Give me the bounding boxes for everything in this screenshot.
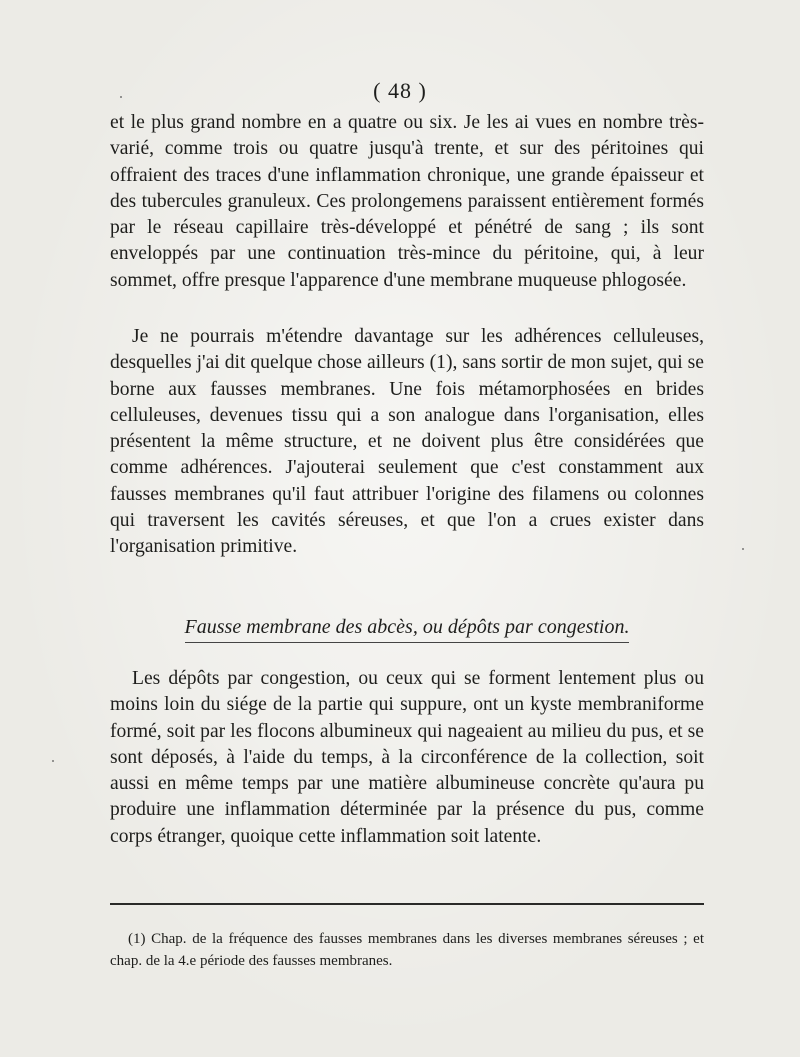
footnote: (1) Chap. de la fréquence des fausses membranes dans les diverses membranes séreuses ; et chap. de la 4.e période des fausses membranes.	[110, 931, 704, 969]
body-text-top	[110, 110, 704, 294]
page-number: ( 48 )	[373, 78, 427, 103]
body-text-section	[110, 666, 704, 850]
paragraph-adherences: Je ne pourrais m'étendre davantage sur les adhérences celluleuses, desquelles j'ai dit quelque chose ailleurs (1), sans sortir de mon sujet, qui se borne aux fausses membranes. Une fois métamorphosées en brides celluleuses, devenues tissu qui a son analogue dans l'organisation, elles présentent la même structure, et ne doivent plus être considérées que comme adhérences. J'ajouterai seulement que c'est constamment aux fausses membranes qu'il faut attribuer l'origine des filamens ou colonnes qui traversent les cavités séreuses, et que l'on a crues exister dans l'organisation primitive.	[110, 326, 704, 558]
paragraph-depots: Les dépôts par congestion, ou ceux qui se forment lentement plus ou moins loin du siége de la partie qui suppure, ont un kyste membraniforme formé, soit par les flocons albumineux qui nageaient au milieu du pus, et se sont déposés, à l'aide du temps, à la circonférence de la collection, soit aussi en même temps par une matière albumineuse concrète qu'aura pu produire une inflammation déterminée par la présence du pus, comme corps étranger, quoique cette inflammation soit latente.	[110, 668, 704, 847]
footnote-divider	[110, 903, 704, 905]
section-heading	[110, 614, 704, 643]
paper-speck	[52, 760, 54, 762]
body-text-adherences	[110, 324, 704, 561]
paragraph-continuation: et le plus grand nombre en a quatre ou six. Je les ai vues en nombre très-varié, comme trois ou quatre jusqu'à trente, et sur des péritoines qui offraient des traces d'une inflammation chronique, une grande épaisseur et des tubercules granuleux. Ces prolongemens paraissent entièrement formés par le réseau capillaire très-développé et pénétré de sang ; ils sont enveloppés par une continuation très-mince du péritoine, qui, à leur sommet, offre presque l'apparence d'une membrane muqueuse phlogosée.	[110, 112, 704, 291]
section-heading-text: Fausse membrane des abcès, ou dépôts par congestion.	[185, 614, 630, 643]
paper-speck	[742, 548, 744, 550]
